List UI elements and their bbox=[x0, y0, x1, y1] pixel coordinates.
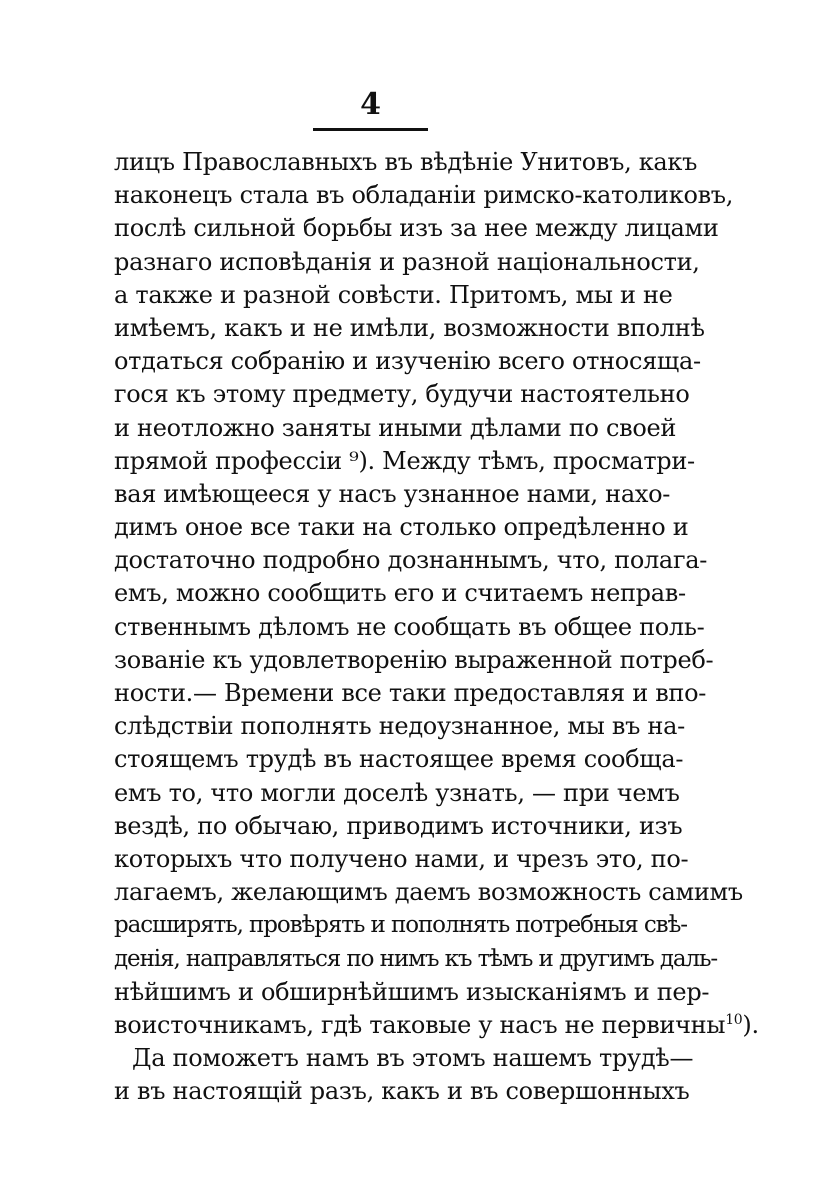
text-line: отдаться собранію и изученію всего относяща- bbox=[114, 347, 701, 376]
text-line: прямой профессіи ⁹). Между тѣмъ, просматри- bbox=[114, 446, 695, 475]
text-line: и въ настоящій разъ, какъ и въ совершонныхъ bbox=[114, 1077, 690, 1106]
text-line: вездѣ, по обычаю, приводимъ источники, изъ bbox=[114, 811, 683, 840]
text-line: емъ то, что могли доселѣ узнать, — при чемъ bbox=[114, 778, 680, 807]
text-line: лицъ Православныхъ въ вѣдѣніе Унитовъ, какъ bbox=[114, 148, 698, 176]
text-line: послѣ сильной борьбы изъ за нее между лицами bbox=[114, 214, 719, 243]
text-line: и неотложно заняты иными дѣлами по своей bbox=[114, 413, 677, 442]
text-line: нѣйшимъ и обширнѣйшимъ изысканіямъ и пер- bbox=[114, 977, 710, 1006]
text-line: лагаемъ, желающимъ даемъ возможность самимъ bbox=[114, 878, 743, 907]
text-line: димъ оное все таки на столько опредѣленно и bbox=[114, 513, 689, 542]
text-line: вая имѣющееся у насъ узнанное нами, нахо- bbox=[114, 479, 671, 508]
footnote-reference: 10 bbox=[725, 1011, 743, 1028]
paragraph-start-line: Да поможетъ намъ въ этомъ нашемъ трудѣ— bbox=[132, 1044, 694, 1073]
text-line: ности.— Времени все таки предоставляя и впо- bbox=[114, 679, 707, 707]
text-line: достаточно подробно дознаннымъ, что, полага- bbox=[114, 546, 708, 575]
text-line: емъ, можно сообщить его и считаемъ неправ- bbox=[114, 579, 686, 608]
text-line: гося къ этому предмету, будучи настоятельно bbox=[114, 380, 690, 409]
text-fragment: воисточникамъ, гдѣ таковые у насъ не первичны bbox=[114, 1010, 726, 1039]
text-line: ственнымъ дѣломъ не сообщать въ общее поль- bbox=[114, 612, 705, 641]
text-line: расширять, провѣрять и пополнять потребныя свѣ- bbox=[114, 912, 687, 939]
text-line: наконецъ стала въ обладаніи римско-католиковъ, bbox=[114, 181, 734, 210]
text-line: денія, направляться по нимъ къ тѣмъ и другимъ даль- bbox=[114, 945, 718, 972]
page-number: 4 bbox=[313, 88, 428, 131]
body-text bbox=[114, 146, 759, 1108]
text-line: зованіе къ удовлетворенію выраженной потреб- bbox=[114, 645, 714, 674]
text-fragment: ). bbox=[742, 1010, 759, 1039]
text-line: имѣемъ, какъ и не имѣли, возможности вполнѣ bbox=[114, 313, 705, 342]
text-line: слѣдствіи пополнять недоузнанное, мы въ на- bbox=[114, 712, 685, 741]
text-line: а также и разной совѣсти. Притомъ, мы и не bbox=[114, 280, 673, 309]
text-line-with-footnote bbox=[114, 1009, 759, 1042]
text-line: которыхъ что получено нами, и чрезъ это, по- bbox=[114, 844, 689, 873]
text-line: стоящемъ трудѣ въ настоящее время сообща- bbox=[114, 745, 684, 774]
text-line: разнаго исповѣданія и разной національности, bbox=[114, 247, 700, 276]
